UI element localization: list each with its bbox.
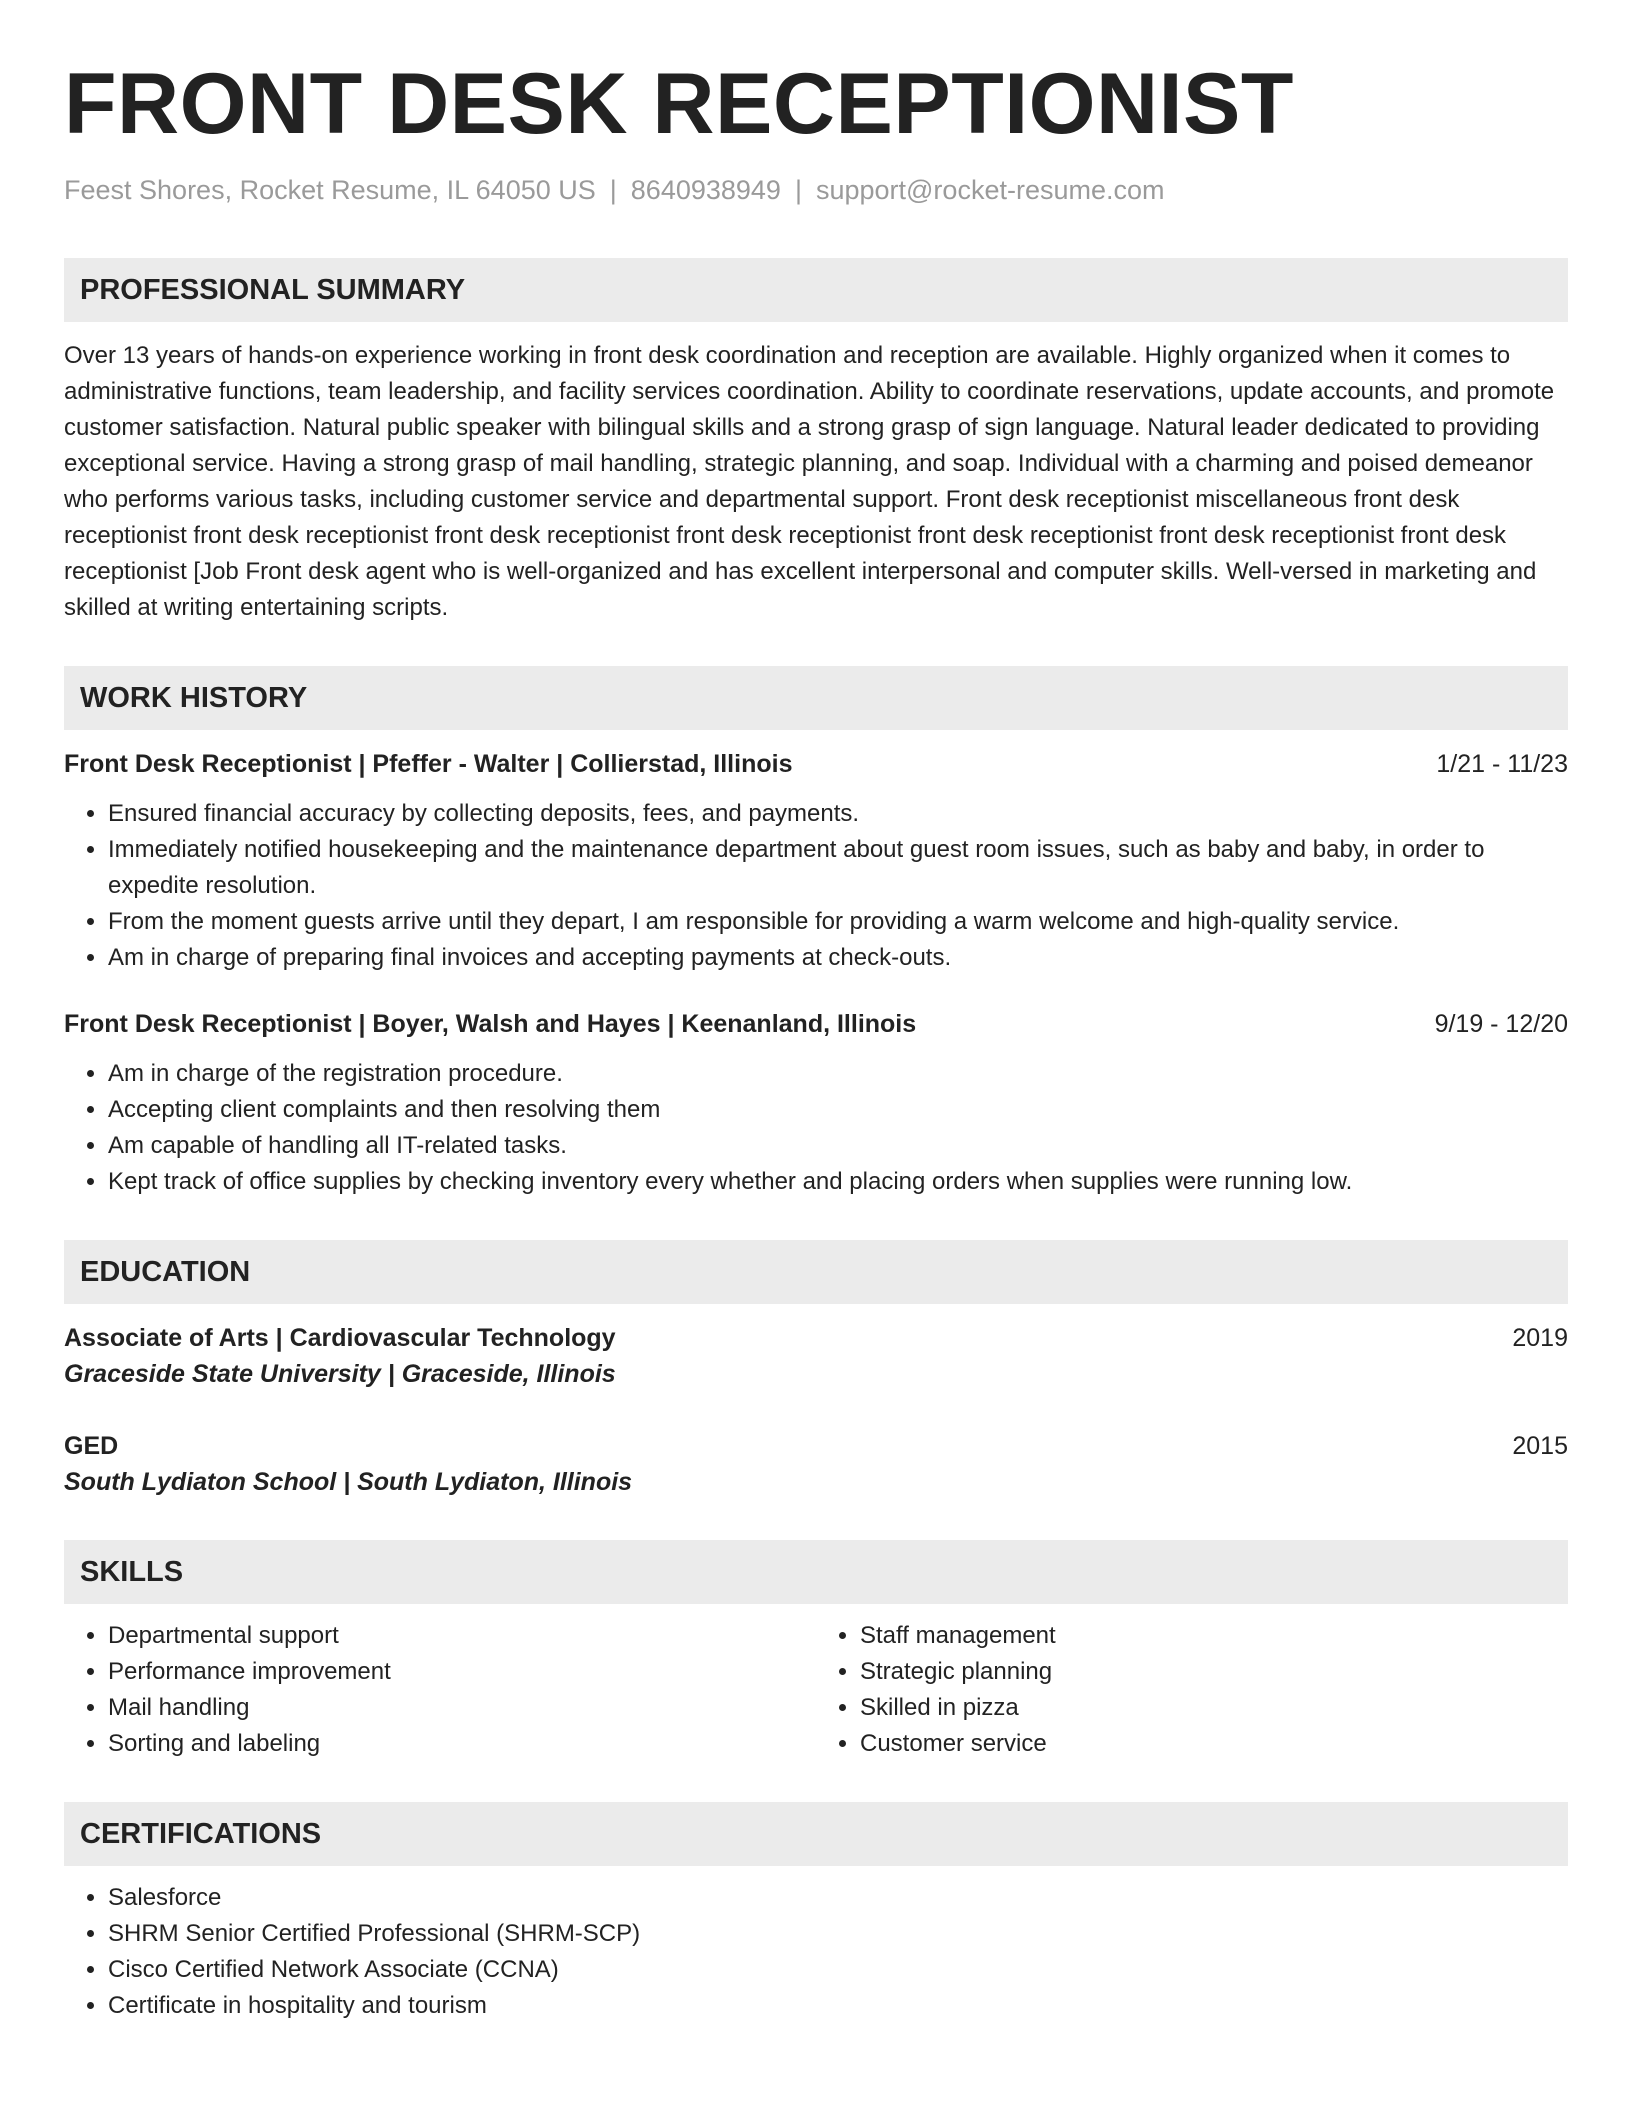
- job-dates: 9/19 - 12/20: [1434, 1010, 1568, 1038]
- job-dates: 1/21 - 11/23: [1436, 750, 1568, 778]
- contact-phone: 8640938949: [630, 175, 781, 205]
- education-school: Graceside State University | Graceside, Illinois: [64, 1360, 616, 1388]
- skill-item: • Performance improvement: [108, 1654, 816, 1690]
- education-degree: GED: [64, 1432, 119, 1460]
- education-year: 2019: [1512, 1324, 1568, 1352]
- section-header-work-history: WORK HISTORY: [64, 666, 1568, 730]
- skill-item: • Skilled in pizza: [860, 1690, 1568, 1726]
- education-school: South Lydiaton School | South Lydiaton, Illinois: [64, 1468, 633, 1496]
- education-entry: [64, 1428, 1568, 1500]
- contact-line: [64, 172, 1568, 208]
- job-bullet: • Kept track of office supplies by checking inventory every whether and placing orders when supplies were running low.: [108, 1164, 1568, 1200]
- contact-email: support@rocket-resume.com: [815, 175, 1165, 205]
- job-bullet: • Immediately notified housekeeping and the maintenance department about guest room issues, such as baby and baby, in order to expedite resolution.: [108, 832, 1568, 904]
- section-header-skills: SKILLS: [64, 1540, 1568, 1604]
- job-title: Front Desk Receptionist | Boyer, Walsh and Hayes | Keenanland, Illinois: [64, 1010, 917, 1038]
- job-title: Front Desk Receptionist | Pfeffer - Walter | Collierstad, Illinois: [64, 750, 793, 778]
- education-entry: [64, 1320, 1568, 1392]
- job-header: [64, 1006, 1568, 1042]
- job-header: [64, 746, 1568, 782]
- contact-separator: |: [794, 175, 802, 205]
- skill-item: • Customer service: [860, 1726, 1568, 1762]
- section-header-education: EDUCATION: [64, 1240, 1568, 1304]
- certification-item: • SHRM Senior Certified Professional (SHRM-SCP): [108, 1916, 1568, 1952]
- certifications-list: [64, 1880, 1568, 2024]
- contact-address: Feest Shores, Rocket Resume, IL 64050 US: [64, 175, 596, 205]
- section-header-summary: PROFESSIONAL SUMMARY: [64, 258, 1568, 322]
- certification-item: • Certificate in hospitality and tourism: [108, 1988, 1568, 2024]
- job-entry: [64, 746, 1568, 976]
- resume-name: FRONT DESK RECEPTIONIST: [64, 56, 1294, 152]
- skill-item: • Mail handling: [108, 1690, 816, 1726]
- contact-separator: |: [609, 175, 617, 205]
- job-bullet: • Ensured financial accuracy by collecting deposits, fees, and payments.: [108, 796, 1568, 832]
- skill-item: • Staff management: [860, 1618, 1568, 1654]
- skills-grid: [64, 1618, 1568, 1762]
- job-bullets: [64, 796, 1568, 976]
- section-header-certifications: CERTIFICATIONS: [64, 1802, 1568, 1866]
- job-bullets: [64, 1056, 1568, 1200]
- job-bullet: • Am in charge of the registration procedure.: [108, 1056, 1568, 1092]
- certification-item: • Salesforce: [108, 1880, 1568, 1916]
- skill-item: • Sorting and labeling: [108, 1726, 816, 1762]
- education-header: [64, 1428, 1568, 1464]
- skill-item: • Strategic planning: [860, 1654, 1568, 1690]
- education-year: 2015: [1512, 1432, 1568, 1460]
- skill-item: • Departmental support: [108, 1618, 816, 1654]
- job-bullet: • From the moment guests arrive until they depart, I am responsible for providing a warm welcome and high-quality service.: [108, 904, 1568, 940]
- summary-text: Over 13 years of hands-on experience working in front desk coordination and reception are available. Highly organized when it comes to administrative functions, team leadership, and facility services coordination. Ability to coordinate reservations, update accounts, and promote customer satisfaction. Natural public speaker with bilingual skills and a strong grasp of sign language. Natural leader dedicated to providing exceptional service. Having a strong grasp of mail handling, strategic planning, and soap. Individual with a charming and poised demeanor who performs various tasks, including customer service and departmental support. Front desk receptionist miscellaneous front desk receptionist front desk receptionist front desk receptionist front desk receptionist front desk receptionist front desk receptionist front desk receptionist [Job Front desk agent who is well-organized and has excellent interpersonal and computer skills. Well-versed in marketing and skilled at writing entertaining scripts.: [64, 342, 1555, 621]
- job-entry: [64, 1006, 1568, 1200]
- job-bullet: • Am in charge of preparing final invoices and accepting payments at check-outs.: [108, 940, 1568, 976]
- skills-column-right: [816, 1618, 1568, 1762]
- certification-item: • Cisco Certified Network Associate (CCNA): [108, 1952, 1568, 1988]
- job-bullet: • Am capable of handling all IT-related tasks.: [108, 1128, 1568, 1164]
- education-header: [64, 1320, 1568, 1356]
- skills-column-left: [64, 1618, 816, 1762]
- education-degree: Associate of Arts | Cardiovascular Technology: [64, 1324, 616, 1352]
- job-bullet: • Accepting client complaints and then resolving them: [108, 1092, 1568, 1128]
